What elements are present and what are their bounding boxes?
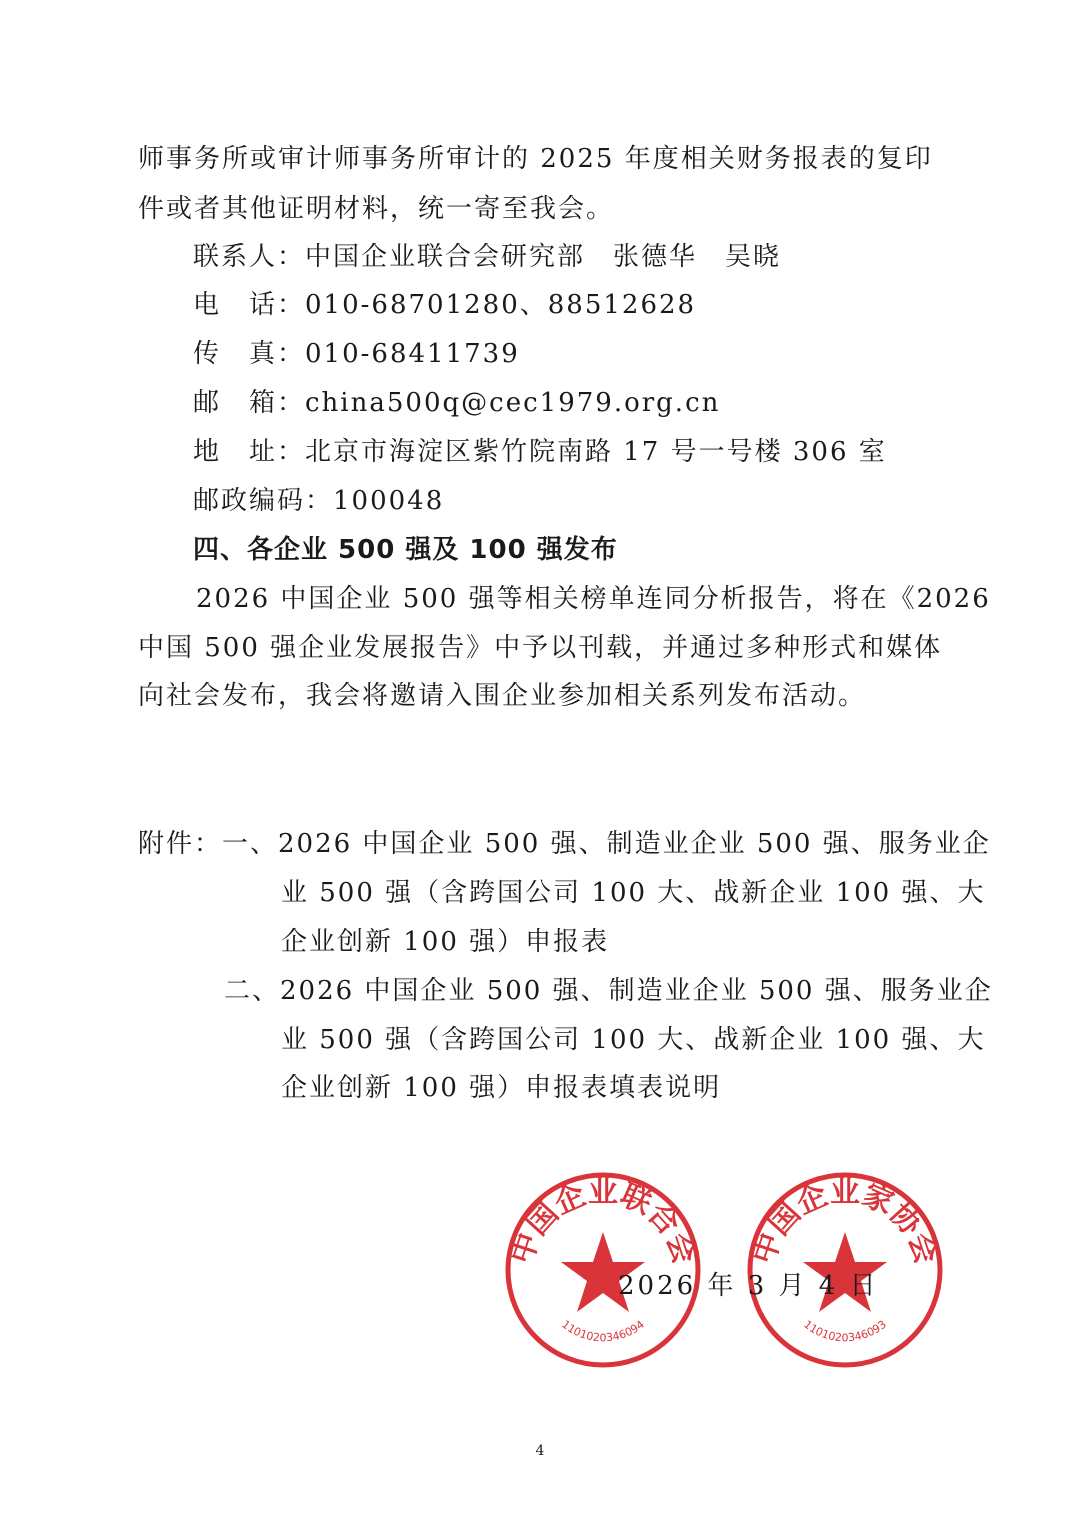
text-line: 向社会发布，我会将邀请入围企业参加相关系列发布活动。 [138, 681, 867, 711]
section-heading: 四、各企业 500 强及 100 强发布 [193, 535, 618, 565]
seal-name-text: 中国企业家协会 [746, 1175, 944, 1269]
attachment-line: 企业创新 100 强）申报表 [281, 927, 610, 957]
contact-address: 地 址：北京市海淀区紫竹院南路 17 号一号楼 306 室 [193, 437, 887, 467]
seal-code-text: 1101020346093 [801, 1317, 889, 1345]
contact-person: 联系人：中国企业联合会研究部 张德华 吴晓 [193, 242, 782, 272]
text-line: 件或者其他证明材料，统一寄至我会。 [138, 194, 615, 224]
seal-name-text: 中国企业联合会 [504, 1175, 702, 1269]
contact-postcode: 邮政编码：100048 [193, 486, 445, 516]
page-number: 4 [535, 1443, 545, 1459]
document-date: 2026 年 3 月 4 日 [618, 1271, 879, 1301]
attachment-line: 二、2026 中国企业 500 强、制造业企业 500 强、服务业企 [224, 976, 993, 1006]
text-line: 师事务所或审计师事务所审计的 2025 年度相关财务报表的复印 [138, 144, 933, 174]
contact-phone: 电 话：010-68701280、88512628 [193, 290, 697, 320]
attachment-line: 企业创新 100 强）申报表填表说明 [281, 1073, 722, 1103]
text-line: 2026 中国企业 500 强等相关榜单连同分析报告，将在《2026 [196, 584, 991, 614]
attachment-line: 业 500 强（含跨国公司 100 大、战新企业 100 强、大 [281, 1025, 986, 1055]
contact-email: 邮 箱：china500q@cec1979.org.cn [193, 388, 721, 418]
attachment-line: 附件：一、2026 中国企业 500 强、制造业企业 500 强、服务业企 [138, 829, 991, 859]
attachment-line: 业 500 强（含跨国公司 100 大、战新企业 100 强、大 [281, 878, 986, 908]
seal-code-text: 1101020346094 [559, 1317, 647, 1345]
text-line: 中国 500 强企业发展报告》中予以刊载，并通过多种形式和媒体 [138, 633, 943, 663]
contact-fax: 传 真：010-68411739 [193, 339, 520, 369]
